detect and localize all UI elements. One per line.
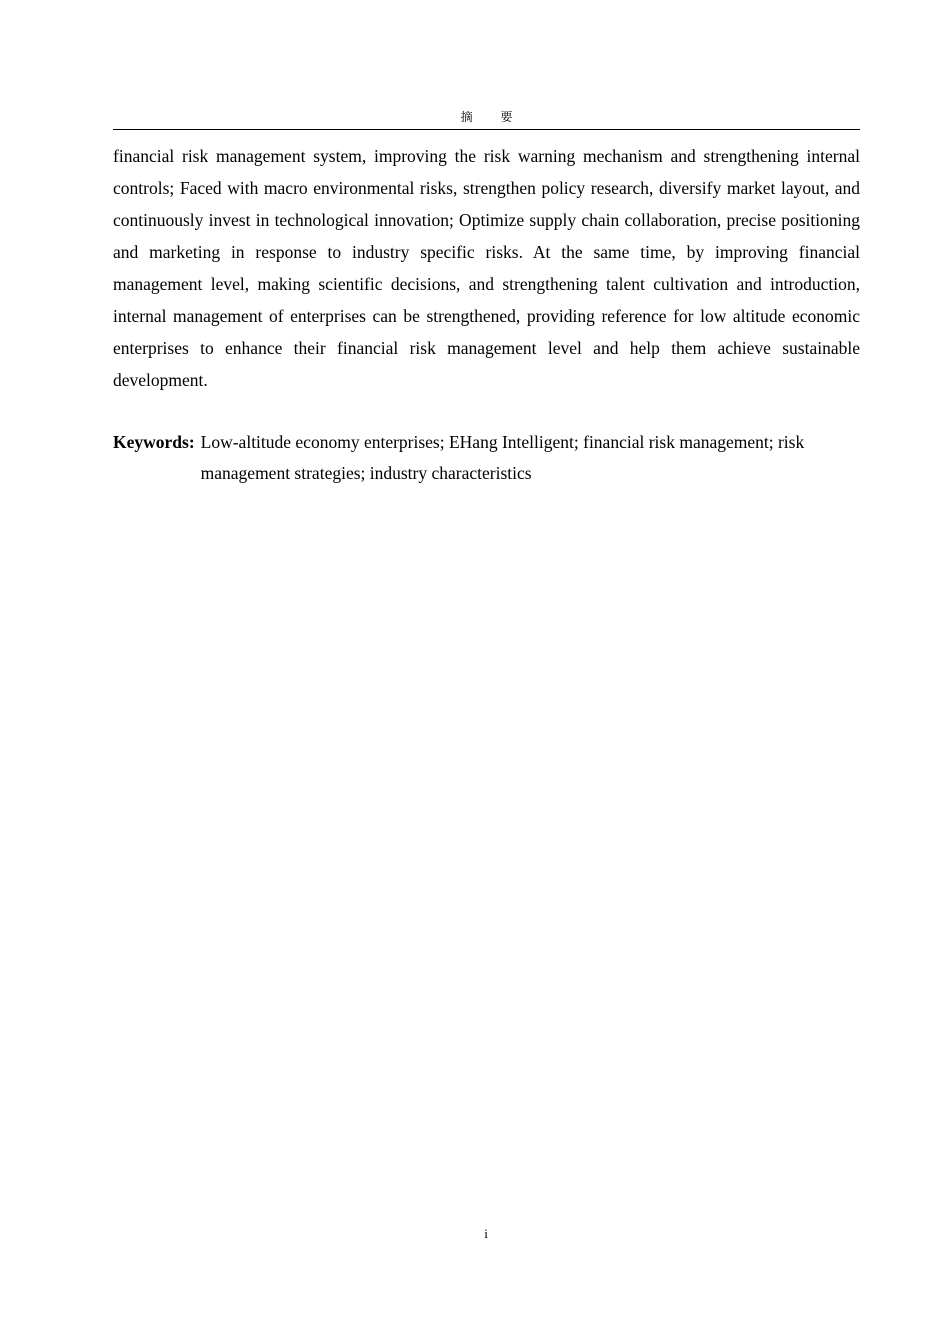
header-title: 摘 要 [460,110,525,124]
abstract-paragraph: financial risk management system, improving the risk warning mechanism and strengthening internal controls; Faced with macro environmental risks, strengthen policy research, diversify market layout, and continuously invest in technological innovation; Optimize supply chain collaboration, precise positioning and marketing in response to industry specific risks. At the same time, by improving financial management level, making scientific decisions, and strengthening talent cultivation and introduction, internal management of enterprises can be strengthened, providing reference for low altitude economic enterprises to enhance their financial risk management level and help them achieve sustainable development. [113,146,860,390]
keywords-list: Low-altitude economy enterprises; EHang Intelligent; financial risk management; risk management strategies; industry characteristics [200,432,805,483]
page-number: i [484,1226,488,1241]
keywords-section [113,427,881,489]
page-header [113,108,860,130]
keywords-label: Keywords: [113,432,195,452]
